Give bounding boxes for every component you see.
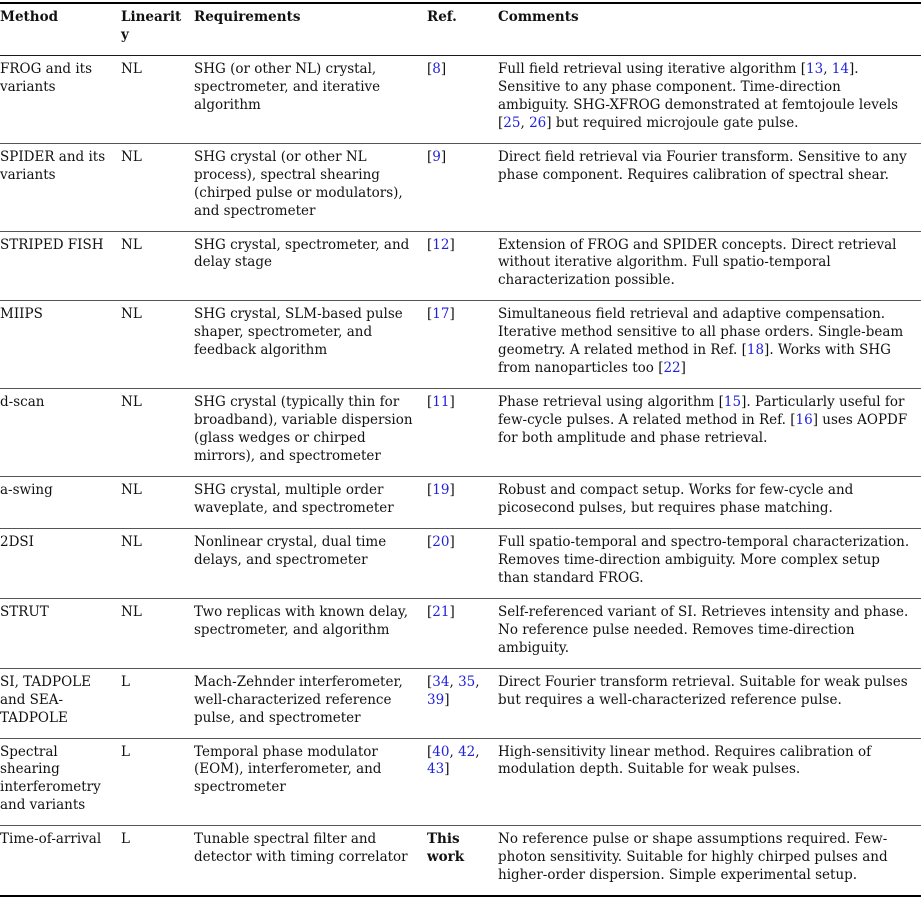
method-cell: MIIPS xyxy=(0,306,43,323)
citation-link[interactable]: 16 xyxy=(795,412,813,429)
table-row xyxy=(0,477,921,529)
linearity-cell: NL xyxy=(121,236,142,253)
table-row xyxy=(0,231,921,301)
table-row xyxy=(0,301,921,389)
linearity-cell: L xyxy=(121,743,130,760)
citation-link[interactable]: 9 xyxy=(432,148,441,165)
citation-link[interactable]: 39 xyxy=(427,691,445,708)
methods-comparison-table xyxy=(0,2,921,897)
ref-cell: [9] xyxy=(427,148,447,165)
citation-link[interactable]: 15 xyxy=(723,394,742,411)
citation-link[interactable]: 43 xyxy=(427,761,445,778)
ref-cell: [12] xyxy=(427,236,455,253)
ref-cell: [11] xyxy=(427,394,455,411)
ref-cell: [20] xyxy=(427,533,455,550)
citation-link[interactable]: 20 xyxy=(432,533,450,550)
comments-cell: Robust and compact setup. Works for few-cycle and picosecond pulses, but requires phase matching. xyxy=(498,482,854,516)
method-cell: a-swing xyxy=(0,482,53,499)
linearity-cell: L xyxy=(121,831,130,848)
table-row xyxy=(0,55,921,143)
ref-cell: [17] xyxy=(427,306,455,323)
column-header-ref: Ref. xyxy=(427,9,457,25)
ref-cell: [21] xyxy=(427,603,455,620)
table-header xyxy=(0,3,921,55)
table-row xyxy=(0,528,921,598)
linearity-cell: NL xyxy=(121,603,142,620)
citation-link[interactable]: 12 xyxy=(432,236,450,253)
requirements-cell: Two replicas with known delay, spectrometer, and algorithm xyxy=(194,603,408,638)
requirements-cell: SHG (or other NL) crystal, spectrometer, and iterative algorithm xyxy=(194,60,381,113)
column-header-linearity: Linearity xyxy=(121,9,182,43)
header-row xyxy=(0,3,921,55)
linearity-cell: NL xyxy=(121,533,142,550)
method-cell: 2DSI xyxy=(0,533,34,550)
linearity-cell: NL xyxy=(121,394,142,411)
method-cell: STRUT xyxy=(0,603,49,620)
citation-link[interactable]: 35 xyxy=(458,673,476,690)
requirements-cell: Nonlinear crystal, dual time delays, and spectrometer xyxy=(194,533,387,568)
ref-cell: [34, 35, 39] xyxy=(427,673,480,708)
linearity-cell: NL xyxy=(121,482,142,499)
requirements-cell: Tunable spectral filter and detector with timing correlator xyxy=(194,831,408,866)
table-row xyxy=(0,389,921,477)
requirements-cell: SHG crystal (typically thin for broadband), variable dispersion (glass wedges or chirped mirrors), and spectrometer xyxy=(194,394,413,465)
comments-cell: Simultaneous field retrieval and adaptive compensation. Iterative method sensitive to all phase orders. Single-beam geometry. A related method in Ref. [18]. Works with SHG from nanoparticles too [22] xyxy=(498,306,904,377)
table-row xyxy=(0,738,921,826)
comments-cell: Full field retrieval using iterative algorithm [13, 14]. Sensitive to any phase component. Time-direction ambiguity. SHG-XFROG demonstrated at femtojoule levels [25, 26] but required microjoule gate pulse. xyxy=(498,60,899,131)
column-header-comments: Comments xyxy=(498,9,579,25)
requirements-cell: SHG crystal (or other NL process), spectral shearing (chirped pulse or modulators), and spectrometer xyxy=(194,148,403,219)
citation-link[interactable]: 25 xyxy=(503,114,521,131)
citation-link[interactable]: 11 xyxy=(432,394,450,411)
comments-cell: Direct Fourier transform retrieval. Suitable for weak pulses but requires a well-characterized reference pulse. xyxy=(498,673,908,708)
comments-cell: No reference pulse or shape assumptions required. Few-photon sensitivity. Suitable for highly chirped pulses and higher-order dispersion. Simple experimental setup. xyxy=(498,831,888,884)
table-row xyxy=(0,668,921,738)
method-cell: FROG and its variants xyxy=(0,60,93,95)
method-cell: d-scan xyxy=(0,394,45,411)
method-cell: SI, TADPOLE and SEA-TADPOLE xyxy=(0,673,91,726)
requirements-cell: Mach-Zehnder interferometer, well-characterized reference pulse, and spectrometer xyxy=(194,673,403,726)
citation-link[interactable]: 8 xyxy=(432,60,441,77)
citation-link[interactable]: 18 xyxy=(746,342,765,359)
ref-cell: [8] xyxy=(427,60,447,77)
table-row xyxy=(0,143,921,231)
ref-cell: [40, 42, 43] xyxy=(427,743,480,778)
table-body xyxy=(0,55,921,896)
table-row xyxy=(0,826,921,896)
comments-cell: High-sensitivity linear method. Requires calibration of modulation depth. Suitable for weak pulses. xyxy=(498,743,872,778)
citation-link[interactable]: 42 xyxy=(458,743,476,760)
linearity-cell: L xyxy=(121,673,130,690)
requirements-cell: SHG crystal, SLM-based pulse shaper, spectrometer, and feedback algorithm xyxy=(194,306,403,359)
citation-link[interactable]: 40 xyxy=(432,743,450,760)
comments-cell: Extension of FROG and SPIDER concepts. Direct retrieval without iterative algorithm. Full spatio-temporal characterization possible. xyxy=(498,236,897,289)
column-header-requirements: Requirements xyxy=(194,9,301,25)
linearity-cell: NL xyxy=(121,148,142,165)
method-cell: SPIDER and its variants xyxy=(0,148,106,183)
comments-cell: Direct field retrieval via Fourier transform. Sensitive to any phase component. Requires calibration of spectral shear. xyxy=(498,148,907,183)
citation-link[interactable]: 13 xyxy=(806,60,824,77)
requirements-cell: Temporal phase modulator (EOM), interferometer, and spectrometer xyxy=(194,743,382,796)
requirements-cell: SHG crystal, spectrometer, and delay stage xyxy=(194,236,410,271)
linearity-cell: NL xyxy=(121,60,142,77)
citation-link[interactable]: 22 xyxy=(663,360,681,377)
ref-cell: This work xyxy=(427,831,465,866)
ref-cell: [19] xyxy=(427,482,455,499)
method-cell: Spectral shearing interferometry and variants xyxy=(0,743,101,814)
method-cell: Time-of-arrival xyxy=(0,831,102,848)
method-cell: STRIPED FISH xyxy=(0,236,104,253)
requirements-cell: SHG crystal, multiple order waveplate, and spectrometer xyxy=(194,482,394,516)
comments-cell: Phase retrieval using algorithm [15]. Particularly useful for few-cycle pulses. A related method in Ref. [16] uses AOPDF for both amplitude and phase retrieval. xyxy=(498,394,908,447)
column-header-method: Method xyxy=(0,9,59,25)
citation-link[interactable]: 21 xyxy=(432,603,450,620)
comments-cell: Full spatio-temporal and spectro-temporal characterization. Removes time-direction ambiguity. More complex setup than standard FROG. xyxy=(498,533,910,586)
comments-cell: Self-referenced variant of SI. Retrieves intensity and phase. No reference pulse needed. Removes time-direction ambiguity. xyxy=(498,603,909,656)
citation-link[interactable]: 17 xyxy=(432,306,450,323)
citation-link[interactable]: 34 xyxy=(432,673,450,690)
citation-link[interactable]: 14 xyxy=(831,60,849,77)
linearity-cell: NL xyxy=(121,306,142,323)
citation-link[interactable]: 26 xyxy=(529,114,547,131)
table-row xyxy=(0,598,921,668)
citation-link[interactable]: 19 xyxy=(432,482,450,499)
